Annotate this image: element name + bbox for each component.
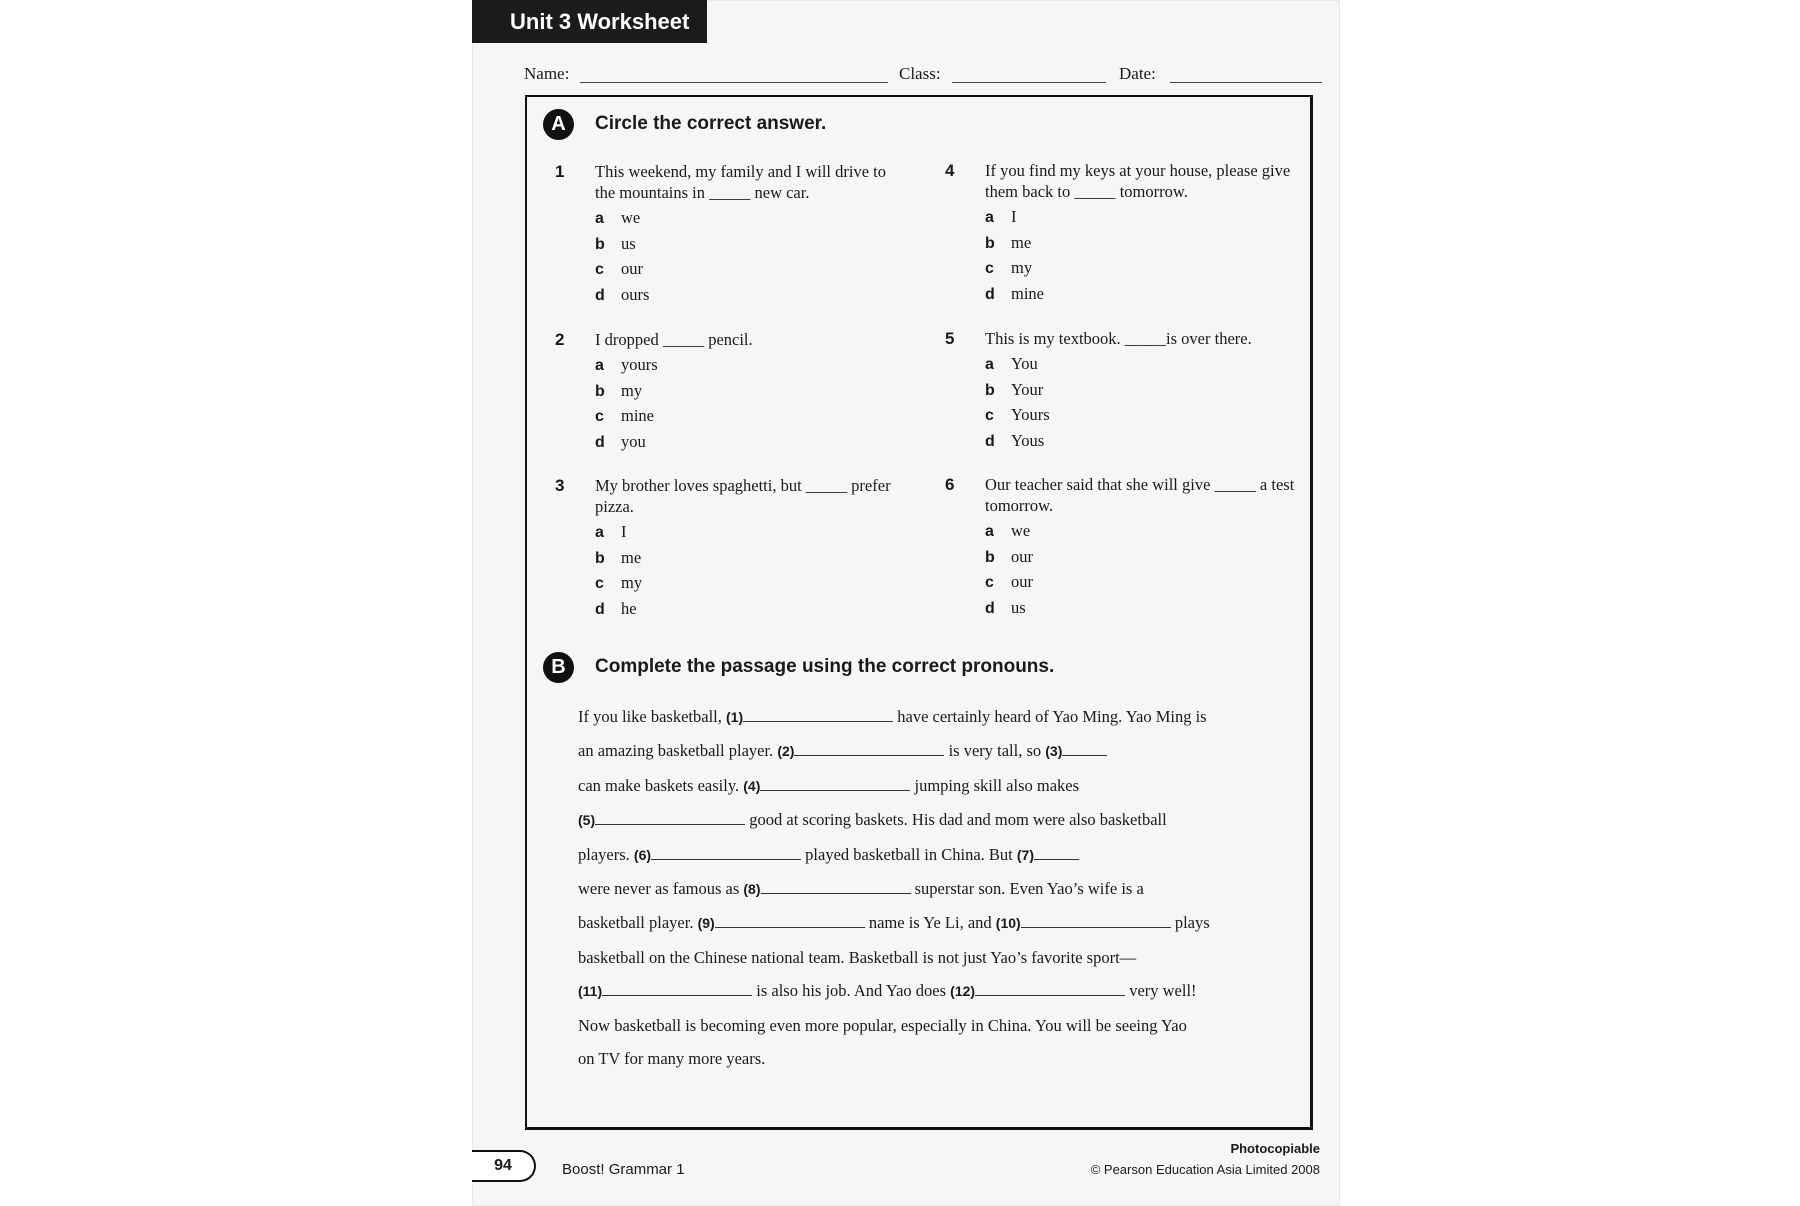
option-letter: b xyxy=(595,382,605,400)
question-2 xyxy=(555,329,905,452)
copyright-notice: © Pearson Education Asia Limited 2008 xyxy=(1090,1162,1320,1177)
option-d[interactable] xyxy=(985,283,1295,305)
question-number: 6 xyxy=(945,475,955,494)
option-d[interactable] xyxy=(985,430,1295,452)
option-text: me xyxy=(621,547,642,567)
passage-line xyxy=(578,872,1278,906)
passage-text: is also his job. And Yao does xyxy=(756,981,947,1001)
option-letter: c xyxy=(595,575,604,592)
option-letter: a xyxy=(595,210,604,227)
question-6 xyxy=(945,474,1295,618)
question-number: 3 xyxy=(555,476,565,495)
section-a-badge: A xyxy=(543,109,574,140)
passage-text: is very tall, so xyxy=(948,741,1042,761)
passage-text: players. xyxy=(578,844,630,864)
passage xyxy=(578,700,1278,1075)
option-text: us xyxy=(1011,597,1026,617)
option-letter: d xyxy=(985,285,995,303)
question-3 xyxy=(555,475,905,619)
option-letter: d xyxy=(985,599,995,617)
question-stem: If you find my keys at your house, please give them back to _____ tomorrow. xyxy=(985,161,1291,201)
option-text: Yous xyxy=(1011,430,1045,450)
passage-text: superstar son. Even Yao’s wife is a xyxy=(914,879,1144,899)
passage-line xyxy=(578,1042,1278,1075)
blank-label: (5) xyxy=(578,812,596,829)
option-text: he xyxy=(621,598,637,618)
blank-label: (12) xyxy=(950,983,976,1000)
passage-text: jumping skill also makes xyxy=(914,775,1080,795)
option-d[interactable] xyxy=(595,431,905,453)
option-letter: d xyxy=(595,600,605,618)
option-letter: a xyxy=(595,524,604,541)
option-letter: d xyxy=(595,286,605,304)
blank-6[interactable] xyxy=(651,845,801,860)
blank-4[interactable] xyxy=(760,776,910,791)
section-a-title: Circle the correct answer. xyxy=(595,113,827,134)
passage-line xyxy=(578,769,1278,803)
question-1 xyxy=(555,161,905,305)
option-letter: a xyxy=(985,356,994,373)
blank-11[interactable] xyxy=(602,981,752,996)
passage-text: Now basketball is becoming even more popular, especially in China. You will be seeing Yao xyxy=(578,1015,1187,1035)
passage-line xyxy=(578,906,1278,940)
blank-2[interactable] xyxy=(794,741,944,756)
option-letter: c xyxy=(595,408,604,425)
passage-text: name is Ye Li, and xyxy=(868,913,992,933)
question-stem: My brother loves spaghetti, but _____ prefer pizza. xyxy=(595,476,891,516)
option-text: our xyxy=(1011,546,1033,566)
passage-line xyxy=(578,941,1278,974)
option-letter: d xyxy=(985,432,995,450)
blank-label: (2) xyxy=(777,743,795,760)
passage-text: played basketball in China. But xyxy=(805,844,1013,864)
option-letter: c xyxy=(985,407,994,424)
blank-label: (11) xyxy=(578,983,603,1000)
class-label: Class: xyxy=(899,64,941,83)
option-a[interactable] xyxy=(595,521,905,543)
question-number: 2 xyxy=(555,330,565,349)
option-c[interactable] xyxy=(985,257,1295,279)
passage-line xyxy=(578,734,1278,768)
blank-8[interactable] xyxy=(761,879,911,894)
question-4 xyxy=(945,160,1295,304)
blank-label: (3) xyxy=(1045,743,1063,760)
option-d[interactable] xyxy=(595,598,905,620)
option-text: You xyxy=(1011,354,1038,373)
passage-text: very well! xyxy=(1129,981,1197,1001)
option-text: my xyxy=(621,380,643,400)
section-b-badge: B xyxy=(543,652,574,683)
blank-label: (4) xyxy=(743,777,761,794)
option-letter: c xyxy=(985,574,994,591)
option-letter: b xyxy=(985,548,995,566)
option-c[interactable] xyxy=(985,404,1295,426)
blank-label: (9) xyxy=(697,915,715,932)
option-text: my xyxy=(621,573,643,592)
option-letter: b xyxy=(985,381,995,399)
passage-text: plays xyxy=(1174,913,1210,933)
option-text: yours xyxy=(621,355,658,374)
unit-title: Unit 3 Worksheet xyxy=(472,0,707,43)
option-letter: c xyxy=(985,260,994,277)
option-b[interactable] xyxy=(985,232,1295,254)
passage-text: If you like basketball, xyxy=(578,707,722,726)
class-line xyxy=(952,82,1106,83)
option-b[interactable] xyxy=(985,379,1295,401)
question-stem: I dropped _____ pencil. xyxy=(595,330,753,349)
student-info-row xyxy=(524,64,1322,86)
option-text: I xyxy=(621,522,627,541)
passage-text: have certainly heard of Yao Ming. Yao Ming is xyxy=(897,707,1207,726)
option-a[interactable] xyxy=(985,353,1295,375)
book-title: Boost! Grammar 1 xyxy=(562,1161,685,1178)
blank-1[interactable] xyxy=(743,707,893,722)
option-text: my xyxy=(1011,258,1033,277)
blank-10[interactable] xyxy=(1021,913,1171,928)
option-text: Your xyxy=(1011,379,1044,399)
name-line xyxy=(580,82,888,83)
option-c[interactable] xyxy=(985,571,1295,593)
passage-line xyxy=(578,838,1278,872)
option-c[interactable] xyxy=(595,572,905,594)
option-text: ours xyxy=(621,284,650,304)
option-text: we xyxy=(621,208,641,227)
option-letter: a xyxy=(985,523,994,540)
photocopiable-label: Photocopiable xyxy=(1230,1141,1320,1156)
blank-7[interactable] xyxy=(1034,845,1079,860)
option-d[interactable] xyxy=(985,597,1295,619)
option-text: mine xyxy=(1011,283,1044,303)
blank-3[interactable] xyxy=(1062,741,1107,756)
question-number: 4 xyxy=(945,161,955,180)
option-a[interactable] xyxy=(595,207,905,229)
passage-line xyxy=(578,974,1278,1008)
blank-label: (10) xyxy=(995,915,1021,932)
option-text: me xyxy=(1011,232,1032,252)
option-letter: a xyxy=(595,357,604,374)
option-b[interactable] xyxy=(595,547,905,569)
option-text: Yours xyxy=(1011,405,1050,424)
option-letter: d xyxy=(595,433,605,451)
option-letter: b xyxy=(595,549,605,567)
passage-text: on TV for many more years. xyxy=(578,1049,766,1069)
blank-9[interactable] xyxy=(715,913,865,928)
option-a[interactable] xyxy=(985,206,1295,228)
question-stem: This weekend, my family and I will drive to the mountains in _____ new car. xyxy=(595,162,886,202)
date-line xyxy=(1170,82,1322,83)
passage-text: can make baskets easily. xyxy=(578,775,740,795)
option-c[interactable] xyxy=(595,258,905,280)
option-letter: b xyxy=(595,235,605,253)
page-number: 94 xyxy=(472,1150,536,1182)
option-text: our xyxy=(1011,572,1033,591)
blank-12[interactable] xyxy=(975,981,1125,996)
option-b[interactable] xyxy=(985,546,1295,568)
blank-label: (7) xyxy=(1016,846,1034,863)
passage-text: an amazing basketball player. xyxy=(578,741,774,761)
option-b[interactable] xyxy=(595,380,905,402)
passage-text: basketball player. xyxy=(578,913,694,933)
question-stem: Our teacher said that she will give _____ a test tomorrow. xyxy=(985,475,1295,515)
option-text: you xyxy=(621,431,646,451)
section-b-title: Complete the passage using the correct pronouns. xyxy=(595,656,1055,677)
option-text: mine xyxy=(621,406,654,425)
option-d[interactable] xyxy=(595,284,905,306)
option-text: I xyxy=(1011,207,1017,226)
date-label: Date: xyxy=(1119,64,1156,83)
name-label: Name: xyxy=(524,64,570,83)
question-number: 5 xyxy=(945,329,955,348)
blank-5[interactable] xyxy=(595,810,745,825)
option-a[interactable] xyxy=(985,520,1295,542)
option-letter: c xyxy=(595,261,604,278)
option-text: we xyxy=(1011,521,1031,540)
passage-text: good at scoring baskets. His dad and mom were also basketball xyxy=(749,810,1167,830)
passage-text: basketball on the Chinese national team. Basketball is not just Yao’s favorite sport— xyxy=(578,947,1137,967)
option-letter: b xyxy=(985,234,995,252)
blank-label: (8) xyxy=(743,881,761,898)
blank-label: (1) xyxy=(726,709,744,725)
passage-line xyxy=(578,1009,1278,1042)
blank-label: (6) xyxy=(633,846,652,863)
option-text: us xyxy=(621,233,636,253)
option-b[interactable] xyxy=(595,233,905,255)
option-c[interactable] xyxy=(595,405,905,427)
passage-text: were never as famous as xyxy=(578,879,740,899)
option-a[interactable] xyxy=(595,354,905,376)
passage-line xyxy=(578,803,1278,837)
question-5 xyxy=(945,328,1295,451)
option-letter: a xyxy=(985,209,994,226)
question-stem: This is my textbook. _____is over there. xyxy=(985,329,1252,348)
passage-line xyxy=(578,700,1278,734)
option-text: our xyxy=(621,259,643,278)
question-number: 1 xyxy=(555,162,565,181)
worksheet-page xyxy=(472,0,1340,1206)
